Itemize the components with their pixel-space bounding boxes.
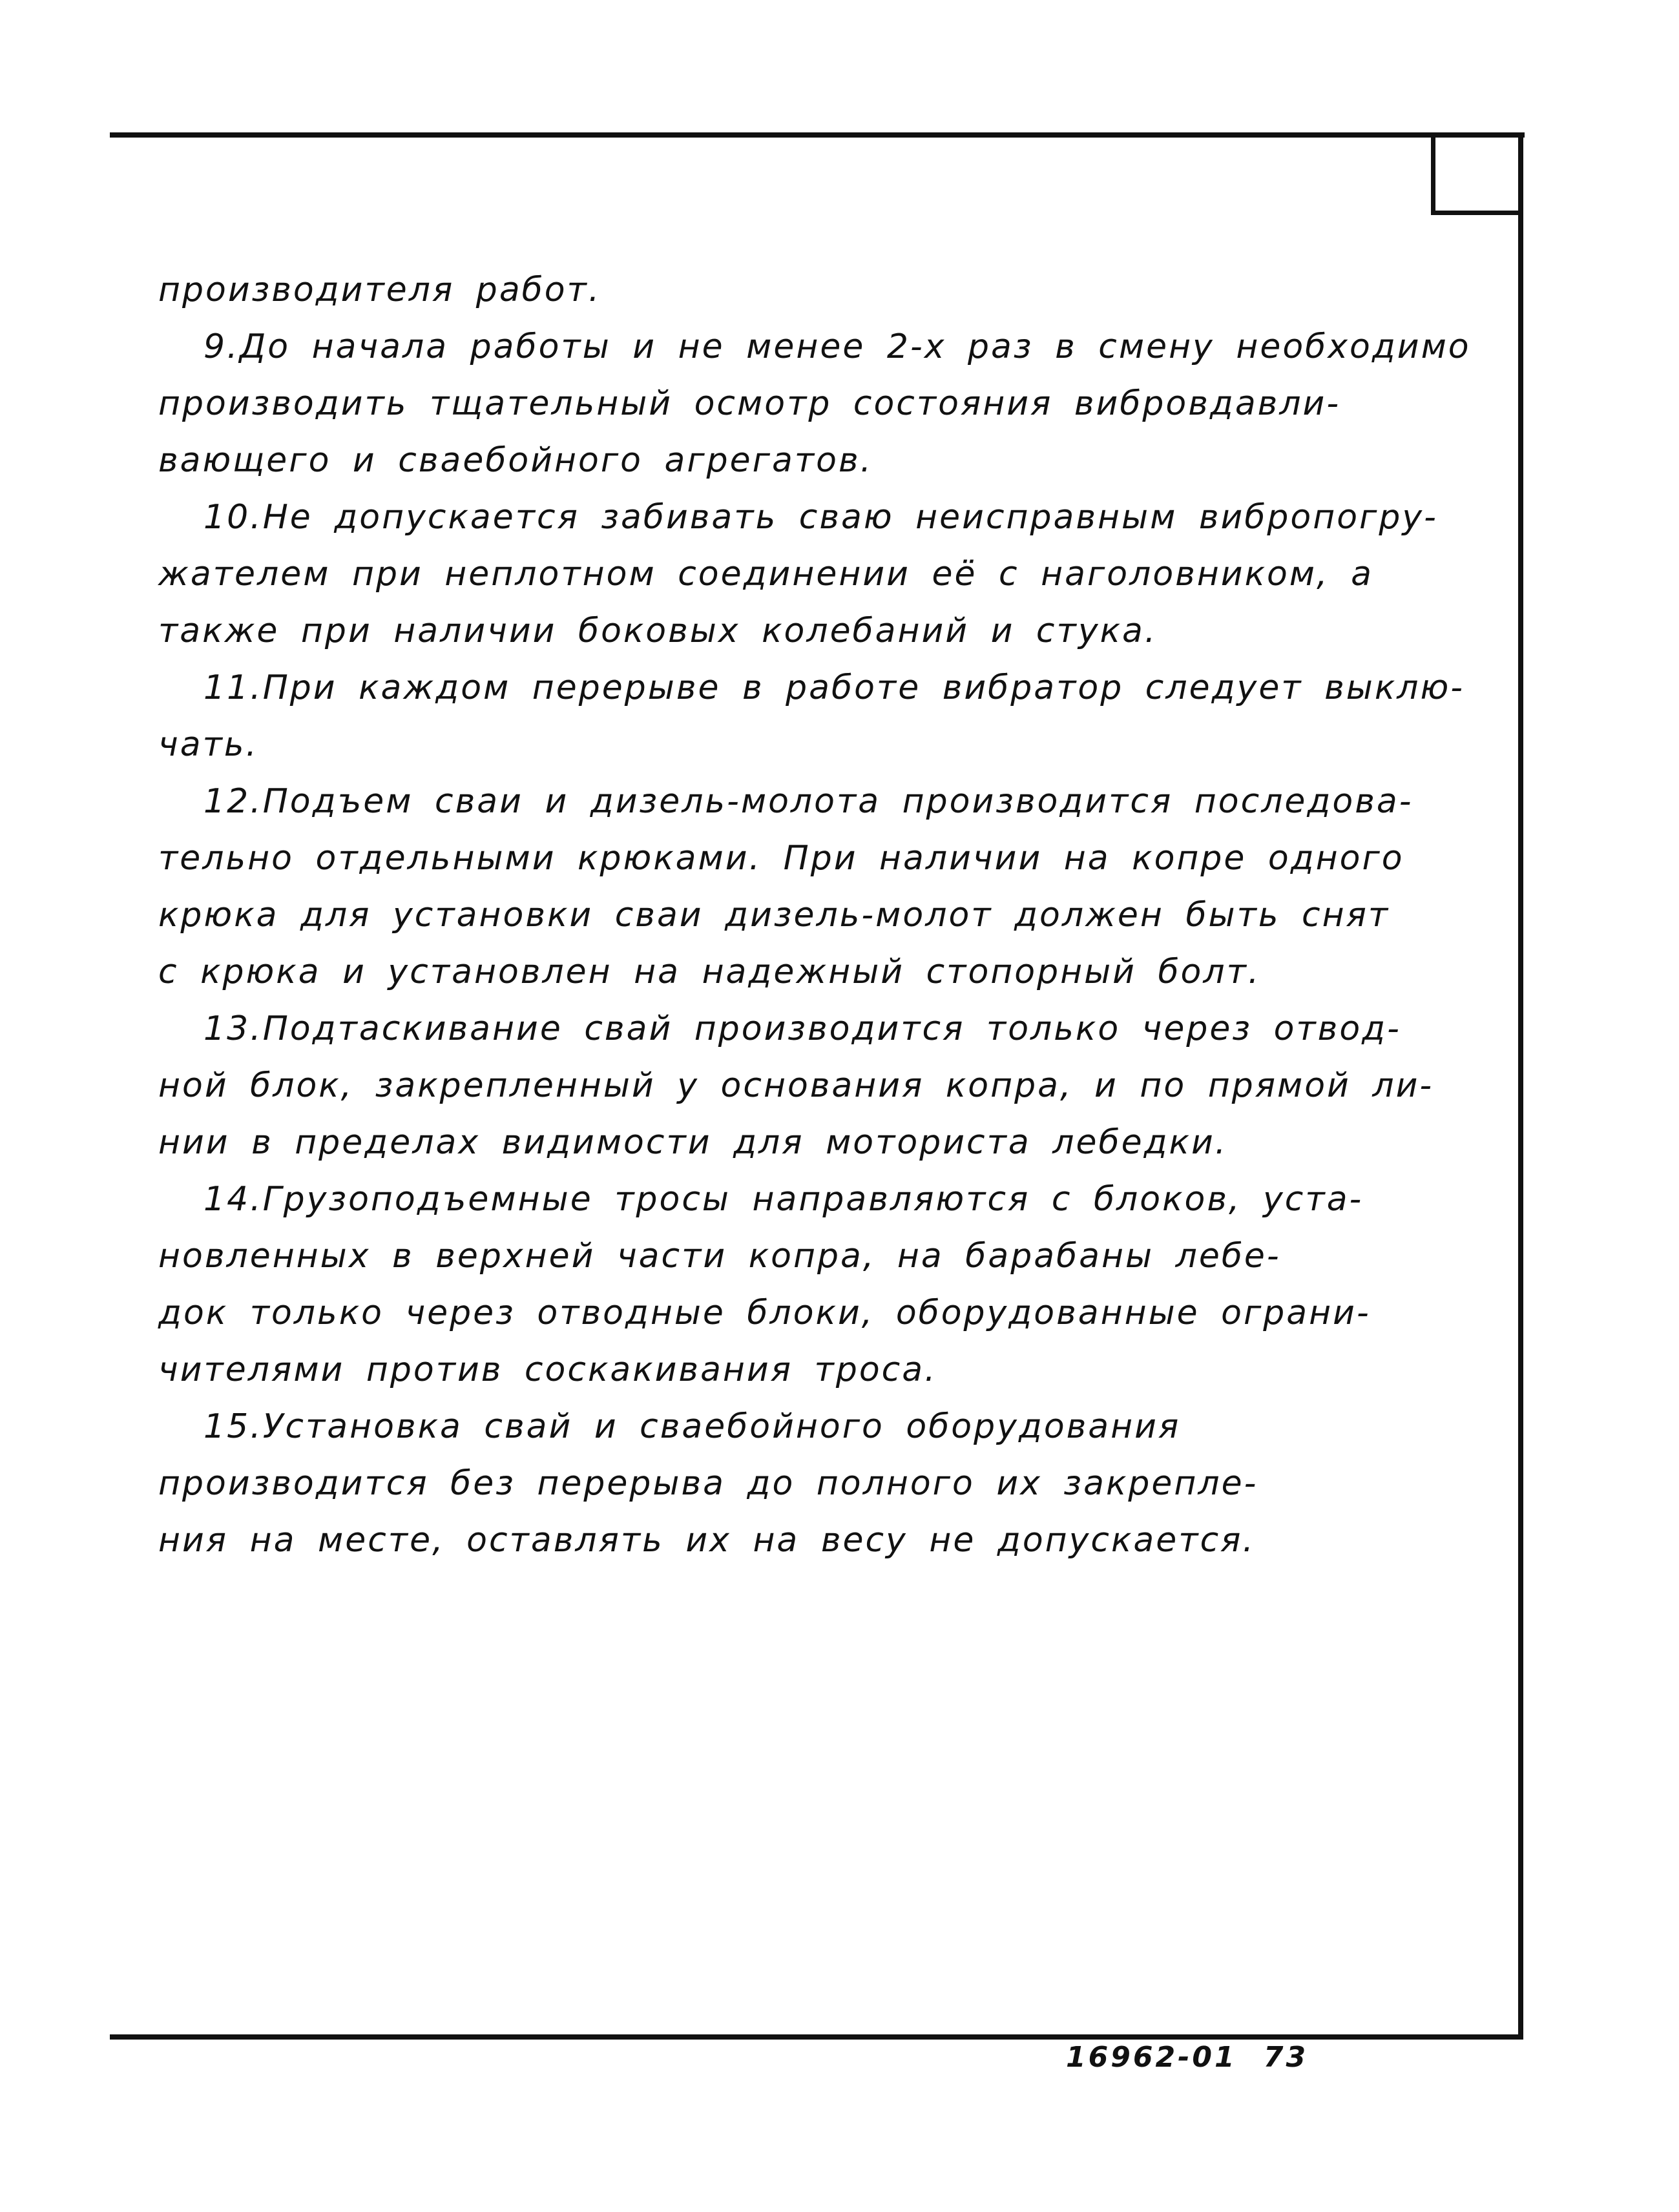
text-line: 14.Грузоподъемные тросы направляются с блоков, уста-	[203, 1180, 1364, 1219]
corner-title-box	[1431, 132, 1518, 215]
text-line: тельно отдельными крюками. При наличии на копре одного	[158, 839, 1404, 878]
text-line: док только через отводные блоки, оборудованные ограни-	[158, 1294, 1371, 1332]
text-line: 10.Не допускается забивать сваю неисправным вибропогру-	[203, 498, 1438, 537]
text-line: 12.Подъем сваи и дизель-молота производится последова-	[203, 782, 1413, 821]
text-line: производителя работ.	[158, 271, 601, 309]
text-line: новленных в верхней части копра, на барабаны лебе-	[158, 1237, 1281, 1276]
text-line: 11.При каждом перерыве в работе вибратор следует выклю-	[203, 668, 1465, 707]
text-line: 9.До начала работы и не менее 2-х раз в смену необходимо	[203, 327, 1471, 366]
text-line: жателем при неплотном соединении её с наголовником, а	[158, 555, 1373, 594]
text-line: чителями против соскакивания троса.	[158, 1350, 937, 1389]
text-line: с крюка и установлен на надежный стопорный болт.	[158, 953, 1261, 991]
text-line: также при наличии боковых колебаний и стука.	[158, 612, 1158, 650]
frame-bottom-border	[110, 2034, 1523, 2040]
handwritten-text-body	[158, 262, 1496, 1569]
frame-top-border	[110, 132, 1525, 138]
text-line: ния на месте, оставлять их на весу не допускается.	[158, 1521, 1255, 1560]
text-line: ной блок, закрепленный у основания копра, и по прямой ли-	[158, 1066, 1434, 1105]
text-line: чать.	[158, 725, 259, 764]
text-line: нии в пределах видимости для моториста лебедки.	[158, 1123, 1228, 1162]
text-line: 15.Установка свай и сваебойного оборудования	[203, 1407, 1181, 1446]
frame-right-border	[1518, 132, 1523, 2038]
text-line: вающего и сваебойного агрегатов.	[158, 441, 873, 480]
text-line: 13.Подтаскивание свай производится только через отвод-	[203, 1009, 1401, 1048]
text-line: производить тщательный осмотр состояния вибровдавли-	[158, 384, 1341, 423]
text-line: крюка для установки сваи дизель-молот должен быть снят	[158, 896, 1390, 935]
text-line: производится без перерыва до полного их закрепле-	[158, 1464, 1258, 1503]
document-stamp: 16962-01 73	[1066, 2041, 1309, 2074]
